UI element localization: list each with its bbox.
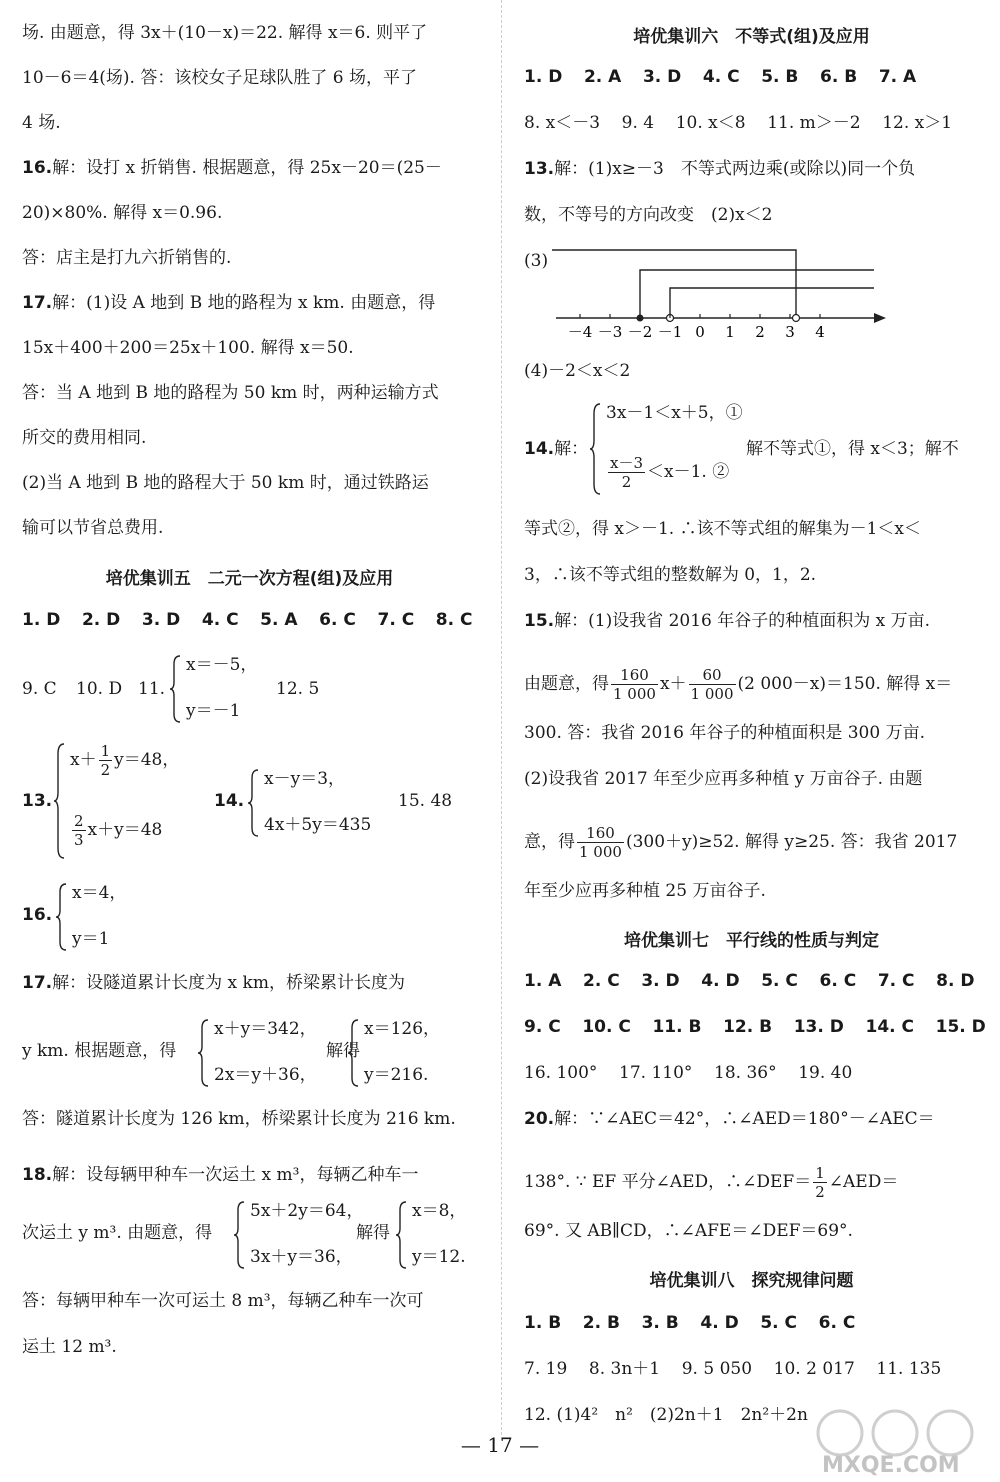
tick-label: －4 [567, 323, 593, 340]
text-line: 69°. 又 AB∥CD，∴∠AFE＝∠DEF＝69°. [524, 1221, 853, 1241]
text-line: 解得 [356, 1223, 390, 1243]
answer-12: 12. 5 [276, 679, 320, 699]
number-line [552, 240, 892, 340]
question-18: 18.解：设每辆甲种车一次运土 x m³，每辆乙种车一 [22, 1165, 419, 1185]
brace-icon [54, 742, 66, 860]
text-line: 4 场. [22, 113, 61, 133]
answer-row [22, 609, 472, 631]
brace-icon [56, 882, 68, 952]
answer-11: 11. [138, 679, 166, 699]
question-14: 14.解： [524, 439, 589, 459]
brace-icon [248, 768, 260, 838]
text-line: 运土 12 m³. [22, 1337, 117, 1357]
text-line: 由题意，得 $\frac{160}{1 000}$ x＋ $\frac{60}{1 000}$ (2 000－x)＝150. 解得 x＝ [524, 666, 953, 703]
answer-14: 14. [214, 791, 245, 811]
text-line: 所交的费用相同. [22, 428, 147, 448]
tick-label: 1 [725, 323, 735, 340]
brace-icon [590, 402, 602, 496]
brace-icon [396, 1200, 408, 1270]
answer-row: 1. A 2. C 3. D 4. D 5. C 6. C 7. C 8. D [524, 971, 975, 991]
equation-system: x＝8， y＝12. [396, 1200, 476, 1272]
answer-item: 3. D [141, 610, 181, 630]
section-title-7: 培优集训七 平行线的性质与判定 [624, 931, 879, 951]
equation-system: x＝－5， y＝－1 [170, 654, 290, 726]
tick-label: 4 [815, 323, 825, 340]
equation-system: x＋ $\frac{1}{2}$ y＝48， $\frac{2}{3}$ x＋y＝48 [54, 742, 224, 862]
text-line: 10－6＝4(场). 答：该校女子足球队胜了 6 场，平了 [22, 68, 417, 88]
question-20: 20.解：∵∠AEC＝42°，∴∠AED＝180°－∠AEC＝ [524, 1109, 935, 1129]
question-17-b: 17.解：设隧道累计长度为 x km，桥梁累计长度为 [22, 973, 405, 993]
brace-icon [234, 1200, 246, 1270]
text-line: 15x＋400＋200＝25x＋100. 解得 x＝50. [22, 338, 354, 358]
text-line: 12. (1)4² n² (2)2n＋1 2n²＋2n [524, 1405, 808, 1425]
answer-row: 7. 19 8. 3n＋1 9. 5 050 10. 2 017 11. 135 [524, 1359, 942, 1379]
page-number: — 17 — [460, 1433, 540, 1457]
tick-label: －1 [657, 323, 683, 340]
tick-label: 3 [785, 323, 795, 340]
inequality-system: 3x－1＜x＋5，① $\frac{x-3}{2}$ ＜x－1. ② [590, 402, 750, 498]
answer-row: 9. C 10. C 11. B 12. B 13. D 14. C 15. D [524, 1017, 986, 1037]
text-line: 答：隧道累计长度为 126 km，桥梁累计长度为 216 km. [22, 1109, 456, 1129]
equation-system: 5x＋2y＝64， 3x＋y＝36， [234, 1200, 354, 1272]
text-line: (3) [524, 251, 549, 271]
text-line: 次运土 y m³. 由题意，得 [22, 1223, 213, 1243]
text-line: 答：当 A 地到 B 地的路程为 50 km 时，两种运输方式 [22, 383, 439, 403]
question-15: 15.解：(1)设我省 2016 年谷子的种植面积为 x 万亩. [524, 611, 931, 631]
answer-item: 8. C [435, 610, 473, 630]
equation-system: x＝126， y＝216. [348, 1018, 458, 1090]
answer-row: 1. D 2. A 3. D 4. C 5. B 6. B 7. A [524, 67, 917, 87]
answer-item: 4. C [201, 610, 239, 630]
equation-system: x＋y＝342， 2x＝y＋36， [198, 1018, 328, 1090]
range-line-gt-neg2 [670, 288, 874, 318]
tick-label: －2 [627, 323, 653, 340]
text-line: 输可以节省总费用. [22, 518, 164, 538]
text-line: 等式②，得 x＞－1. ∴该不等式组的解集为－1＜x＜ [524, 519, 922, 539]
question-17: 17.解：(1)设 A 地到 B 地的路程为 x km. 由题意，得 [22, 293, 436, 313]
open-dot [793, 315, 800, 322]
text-line: (2)设我省 2017 年至少应再多种植 y 万亩谷子. 由题 [524, 769, 923, 789]
tick-label: －3 [597, 323, 623, 340]
answer-item: 2. D [81, 610, 121, 630]
section-title-5: 培优集训五 二元一次方程(组)及应用 [105, 569, 394, 589]
text-line: (4)－2＜x＜2 [524, 361, 631, 381]
axis-arrow-icon [874, 313, 886, 323]
answer-16: 16. [22, 905, 53, 925]
answer-row: 16. 100° 17. 110° 18. 36° 19. 40 [524, 1063, 853, 1083]
text-line: 答：每辆甲种车一次可运土 8 m³，每辆乙种车一次可 [22, 1291, 424, 1311]
text-line: 年至少应再多种植 25 万亩谷子. [524, 881, 766, 901]
answer-10: 10. D [76, 679, 123, 699]
tick-label: 2 [755, 323, 765, 340]
answer-15: 15. 48 [398, 791, 453, 811]
text-line: (2)当 A 地到 B 地的路程大于 50 km 时，通过铁路运 [22, 473, 429, 493]
question-13: 13.解：(1)x≥－3 不等式两边乘(或除以)同一个负 [524, 159, 916, 179]
answer-item: 6. C [319, 610, 356, 630]
answer-item: 5. A [260, 610, 298, 630]
text-line: 3，∴该不等式组的整数解为 0，1，2. [524, 565, 817, 585]
watermark-text: MXQE.COM [822, 1453, 960, 1478]
text-line: 答：店主是打九六折销售的. [22, 248, 232, 268]
range-line-ge-neg3 [640, 270, 874, 318]
text-line: 场. 由题意，得 3x＋(10－x)＝22. 解得 x＝6. 则平了 [22, 23, 428, 43]
text-line: 解不等式①，得 x＜3；解不 [746, 439, 959, 459]
watermark-logo [800, 1405, 990, 1478]
answer-item: 1. D [22, 610, 61, 630]
text-line: 解得 [326, 1041, 360, 1061]
section-title-8: 培优集训八 探究规律问题 [649, 1271, 854, 1291]
text-line: y km. 根据题意，得 [22, 1041, 177, 1061]
equation-system: x－y＝3， 4x＋5y＝435 [248, 768, 388, 840]
tick-label: 0 [695, 323, 705, 340]
range-line-lt-2 [552, 250, 796, 318]
text-line: 138°. ∵ EF 平分∠AED，∴∠DEF＝ $\frac{1}{2}$ ∠AED＝ [524, 1164, 899, 1201]
answer-13: 13. [22, 791, 53, 811]
text-line: 20)×80%. 解得 x＝0.96. [22, 203, 223, 223]
column-divider [501, 0, 502, 1440]
brace-icon [348, 1018, 360, 1088]
answer-item: 7. C [377, 610, 415, 630]
answer-row: 8. x＜－3 9. 4 10. x＜8 11. m＞－2 12. x＞1 [524, 113, 953, 133]
section-title-6: 培优集训六 不等式(组)及应用 [633, 27, 870, 47]
question-16: 16.解：设打 x 折销售. 根据题意，得 25x－20＝(25－ [22, 158, 442, 178]
text-line: 数，不等号的方向改变 (2)x＜2 [524, 205, 773, 225]
answer-9: 9. C [22, 679, 57, 699]
text-line: 意，得 $\frac{160}{1 000}$ (300＋y)≥52. 解得 y≥25. 答：我省 2017 [524, 824, 958, 861]
answer-row: 1. B 2. B 3. B 4. D 5. C 6. C [524, 1313, 856, 1333]
text-line: 300. 答：我省 2016 年谷子的种植面积是 300 万亩. [524, 723, 925, 743]
brace-icon [198, 1018, 210, 1088]
brace-icon [170, 654, 182, 724]
equation-system: x＝4， y＝1 [56, 882, 156, 954]
